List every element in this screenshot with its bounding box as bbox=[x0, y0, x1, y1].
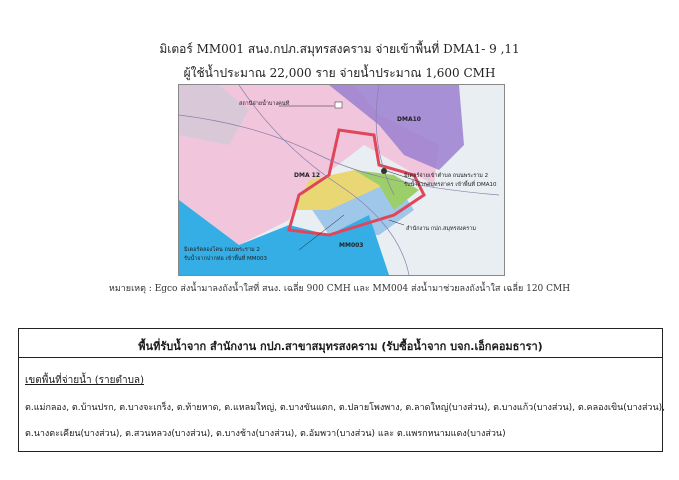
service-area-box bbox=[18, 328, 666, 452]
mm003-label: MM003 bbox=[339, 242, 364, 249]
meter-dma10-label-2: รับน้ำจากสมุทรสาคร เข้าพื้นที่ DMA10 bbox=[404, 182, 497, 188]
dma-map-graphic bbox=[179, 85, 504, 275]
meter-mm003-label-1: มิเตอร์คลองโคน ถนนพระราม 2 bbox=[184, 247, 260, 253]
box-title: พื้นที่รับน้ำจาก สำนักงาน กปภ.สาขาสมุทรสงคราม (รับซื้อน้ำจาก บจก.เอ็กคอมธารา) bbox=[138, 340, 543, 353]
dma-map bbox=[178, 84, 505, 276]
map-title-line-2: ผู้ใช้น้ำประมาณ 22,000 ราย จ่ายน้ำประมาณ 1,600 CMH bbox=[183, 66, 496, 80]
office-label: สำนักงาน กปภ.สมุทรสงคราม bbox=[406, 226, 476, 232]
box-heading: เขตพื้นที่จ่ายน้ำ (รายตำบล) bbox=[25, 375, 144, 386]
subdistrict-list-line-2: ต.นางตะเคียน(บางส่วน), ต.สวนหลวง(บางส่วน), ต.บางช้าง(บางส่วน), ต.อัมพวา(บางส่วน) และ ต.แพรกหนามแดง(บางส่วน) bbox=[25, 429, 506, 439]
station-marker bbox=[335, 102, 342, 108]
subdistrict-list-line-1: ต.แม่กลอง, ต.บ้านปรก, ต.บางจะเกร็ง, ต.ท้ายหาด, ต.แหลมใหญ่, ต.บางขันแตก, ต.ปลายโพงพาง, ต.ลาดใหญ่(บางส่วน), ต.บางแก้ว(บางส่วน), ต.คลองเขิน(บางส่วน), bbox=[25, 403, 666, 413]
meter-mm003-label-2: รับน้ำจากปากท่อ เข้าพื้นที่ MM003 bbox=[184, 256, 267, 262]
box-divider bbox=[19, 357, 662, 358]
meter-marker bbox=[381, 168, 387, 174]
station-label: สถานีจ่ายน้ำบางคนที bbox=[239, 101, 290, 107]
map-note: หมายเหตุ : Egco ส่งน้ำมาลงถังน้ำใสที่ สนง. เฉลี่ย 900 CMH และ MM004 ส่งน้ำมาช่วยลงถังน้ำใส เฉลี่ย 120 CMH bbox=[108, 284, 571, 294]
map-title-line-1: มิเตอร์ MM001 สนง.กปภ.สมุทรสงคราม จ่ายเข้าพื้นที่ DMA1- 9 ,11 bbox=[159, 42, 520, 56]
meter-dma10-label-1: มิเตอร์จ่ายเข้าตำบล ถนนพระราม 2 bbox=[404, 173, 489, 179]
dma12-label: DMA 12 bbox=[294, 172, 321, 179]
dma10-label: DMA10 bbox=[397, 116, 421, 123]
